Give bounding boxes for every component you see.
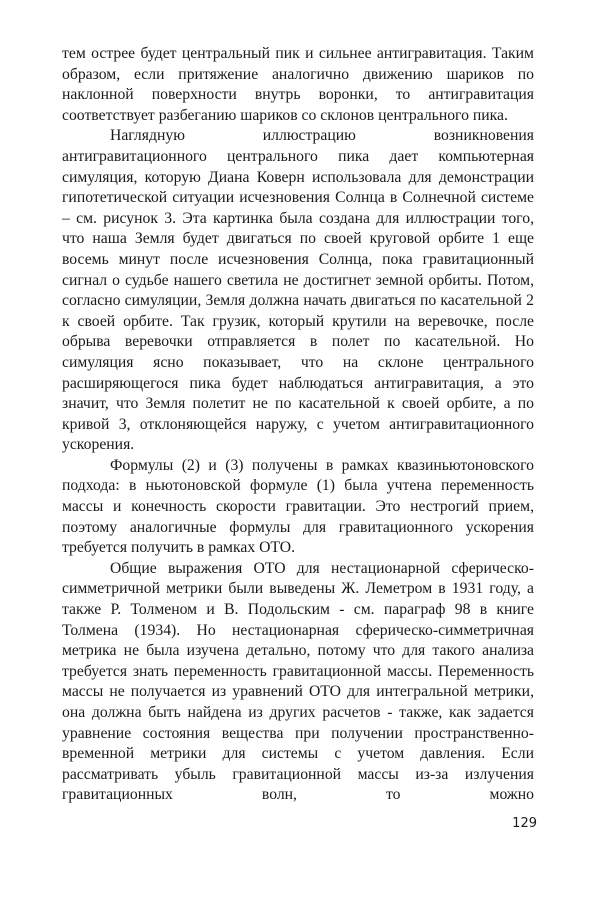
paragraph-2: Наглядную иллюстрацию возникновения антигравитационного центрального пика дает компьютерная симуляция, которую Диана Коверн использовала для демонстрации гипотетической ситуации исчезновения Солнца в Солнечной системе – см. рисунок 3. Эта картинка была создана для иллюстрации того, что наша Земля будет двигаться по своей круговой орбите 1 еще восемь минут после исчезновения Солнца, пока гравитационный сигнал о судьбе нашего светила не достигнет земной орбиты. Потом, согласно симуляции, Земля должна начать двигаться по касательной 2 к своей орбите. Так грузик, который крутили на веревочке, после обрыва веревочки отправляется в полет по касательной. Но симуляция ясно показывает, что на склоне центрального расширяющегося пика будет наблюдаться антигравитация, а это значит, что Земля полетит не по касательной к своей орбите, а по кривой 3, отклоняющейся наружу, с учетом антигравитационного ускорения. [62, 127, 534, 454]
paragraph-1: тем острее будет центральный пик и сильнее антигравитация. Таким образом, если притяжение аналогично движению шариков по наклонной поверхности внутрь воронки, то антигравитация соответствует разбеганию шариков со склонов центрального пика. [62, 45, 534, 124]
paragraph-4: Общие выражения ОТО для нестационарной сферическо-симметричной метрики были выведены Ж. Леметром в 1931 году, а также Р. Толменом и В. Подольским - см. параграф 98 в книге Толмена (1934). Но нестационарная сферическо-симметричная метрика не была изучена детально, потому что для такого анализа требуется знать переменность гравитационной массы. Переменность массы не получается из уравнений ОТО для интегральной метрики, она должна быть найдена из других расчетов - также, как задается уравнение состояния вещества при получении пространственно-временной метрики для системы с учетом давления. Если рассматривать убыль гравитационной массы из-за излучения гравитационных волн, то можно [62, 559, 534, 804]
paragraph-3: Формулы (2) и (3) получены в рамках квазиньютоновского подхода: в ньютоновской формуле (1) была учтена переменность массы и конечность скорости гравитации. Это нестрогий прием, поэтому аналогичные формулы для гравитационного ускорения требуется получить в рамках ОТО. [62, 456, 534, 557]
page-number: 129 [512, 816, 537, 831]
page-body [62, 44, 534, 806]
